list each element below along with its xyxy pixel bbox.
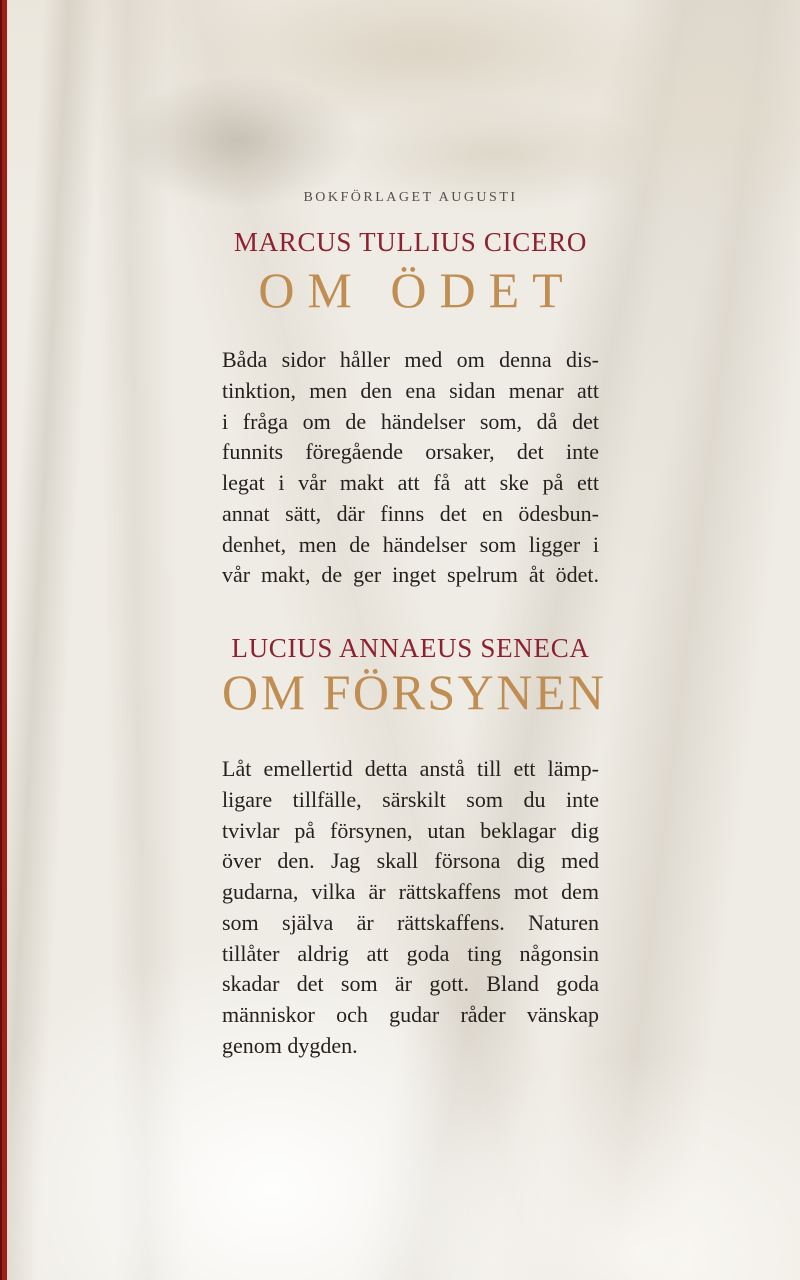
text-line: som själva är rättskaffens. Naturen — [222, 909, 599, 935]
text-line: i fråga om de händelser som, då det — [222, 408, 599, 434]
text-line: genom dygden. — [222, 1032, 358, 1058]
book-title-om-forsynen — [222, 664, 607, 720]
book-title-om-forsynen-text: OM FÖRSYNEN — [222, 664, 607, 720]
spine-stripe — [0, 0, 7, 1280]
text-line: Båda sidor håller med om denna dis- — [222, 347, 599, 372]
text-line: tvivlar på försynen, utan beklagar dig — [222, 817, 599, 843]
book-title-om-odet-text: OM ÖDET — [258, 262, 576, 318]
text-line: tinktion, men den ena sidan menar att — [222, 377, 599, 403]
text-line: annat sätt, där finns det en ödesbun- — [222, 500, 599, 526]
publisher-name: BOKFÖRLAGET AUGUSTI — [303, 190, 518, 205]
text-line: tillåter aldrig att goda ting någonsin — [222, 940, 599, 966]
text-line: skadar det som är gott. Bland goda — [222, 971, 599, 997]
text-line: människor och gudar råder vänskap — [222, 1002, 599, 1027]
text-line: legat i vår makt att få att ske på ett — [222, 470, 599, 495]
text-line: över den. Jag skall försona dig med — [222, 848, 599, 874]
text-line: denhet, men de händelser som ligger i — [222, 531, 599, 557]
text-line: gudarna, vilka är rättskaffens mot dem — [222, 879, 599, 904]
author-name-seneca: LUCIUS ANNAEUS SENECA — [231, 633, 590, 663]
excerpt-cicero — [222, 345, 599, 591]
text-line: ligare tillfälle, särskilt som du inte — [222, 786, 599, 812]
excerpt-seneca — [222, 754, 599, 1062]
author-name-cicero: MARCUS TULLIUS CICERO — [233, 227, 588, 257]
text-line: funnits föregående orsaker, det inte — [222, 439, 599, 465]
book-title-om-odet — [222, 262, 599, 318]
text-line: Låt emellertid detta anstå till ett lämp- — [222, 756, 599, 781]
text-line: vår makt, de ger inget spelrum åt ödet. — [222, 562, 599, 588]
